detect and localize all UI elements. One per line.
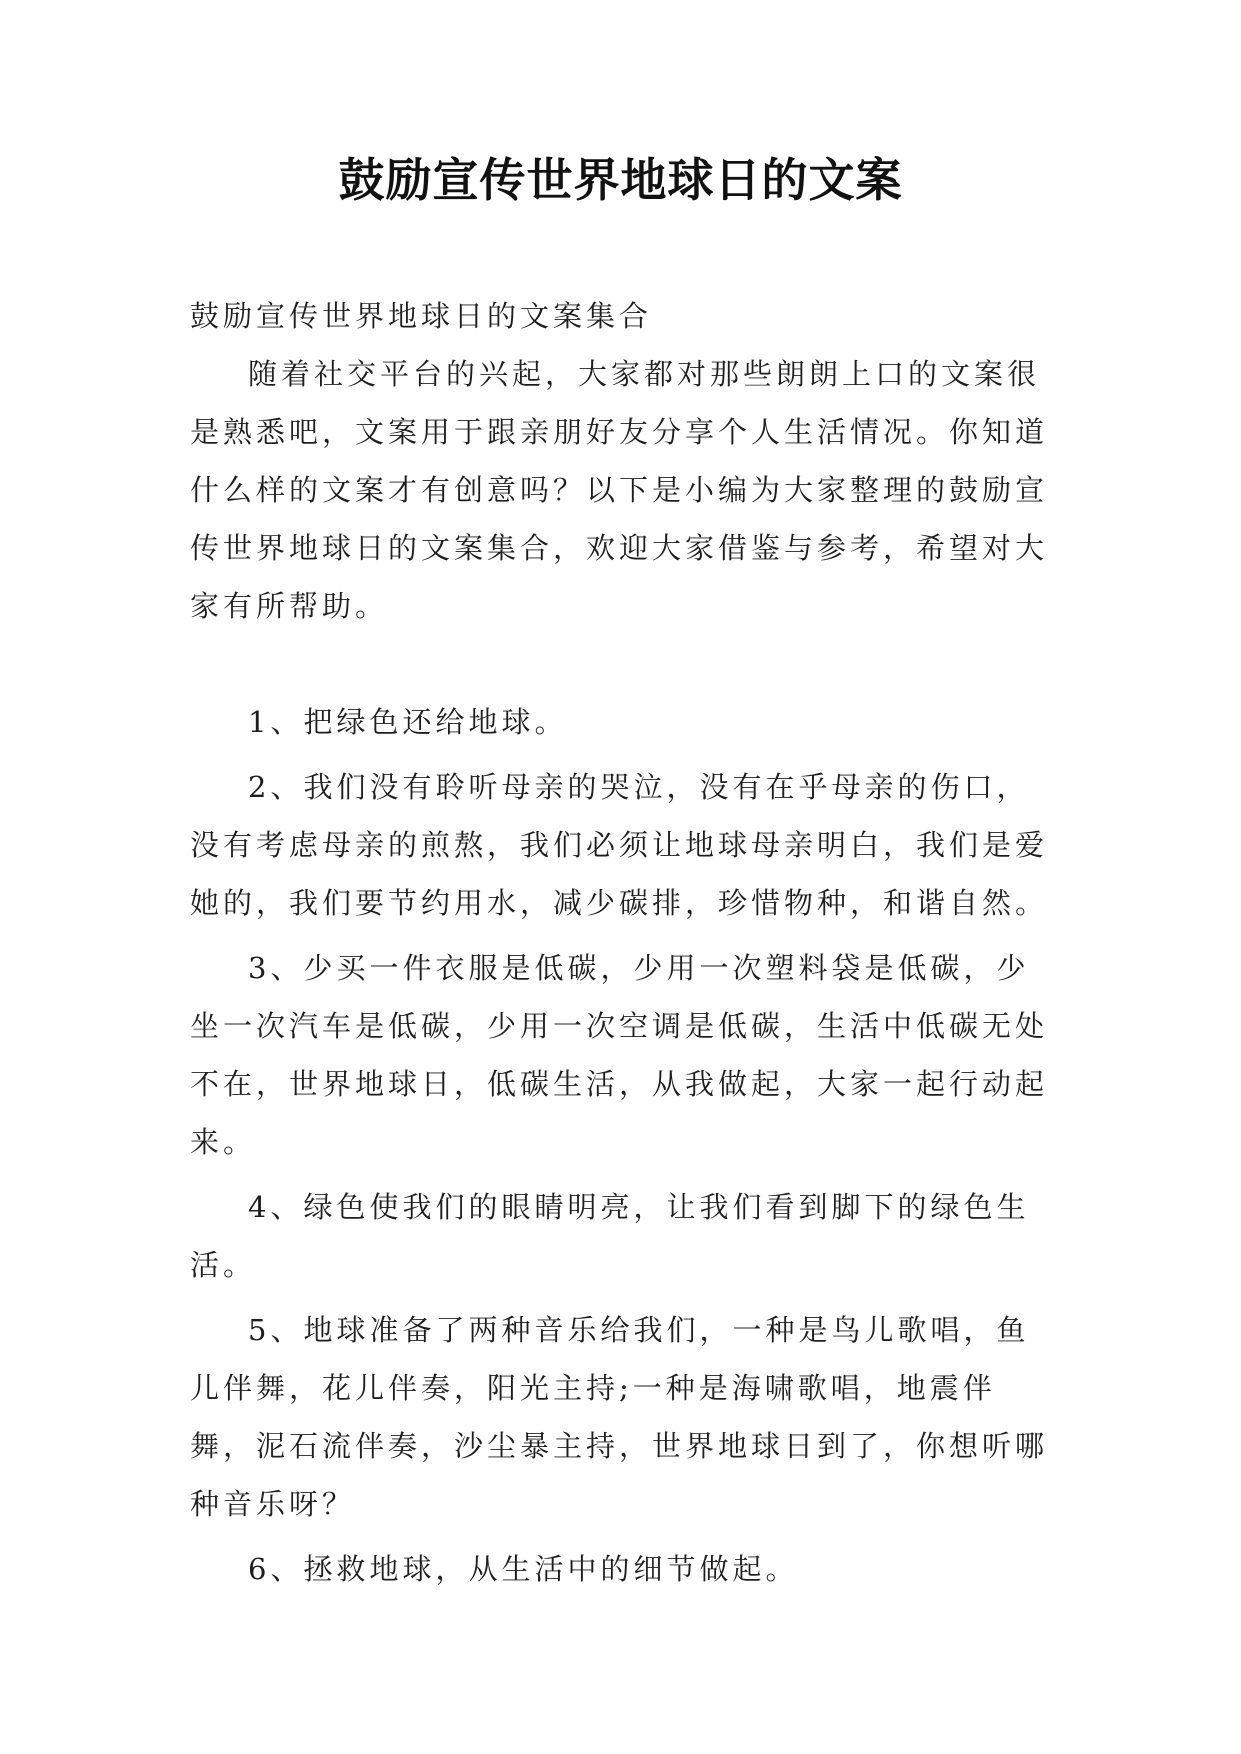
paragraph-spacer (190, 635, 1060, 693)
document-title: 鼓励宣传世界地球日的文案 (338, 153, 903, 207)
list-item: 4、绿色使我们的眼睛明亮，让我们看到脚下的绿色生活。 (190, 1190, 1030, 1282)
list-item: 1、把绿色还给地球。 (248, 705, 568, 739)
list-item: 3、少买一件衣服是低碳，少用一次塑料袋是低碳，少坐一次汽车是低碳，少用一次空调是低碳，生活中低碳无处不在，世界地球日，低碳生活，从我做起，大家一起行动起来。 (190, 951, 1049, 1159)
list-item: 2、我们没有聆听母亲的哭泣，没有在乎母亲的伤口，没有考虑母亲的煎熬，我们必须让地球母亲明白，我们是爱她的，我们要节约用水，减少碳排，珍惜物种，和谐自然。 (190, 770, 1049, 920)
document-subtitle: 鼓励宣传世界地球日的文案集合 (190, 299, 653, 333)
intro-paragraph: 随着社交平台的兴起，大家都对那些朗朗上口的文案很是熟悉吧，文案用于跟亲朋好友分享个人生活情况。你知道什么样的文案才有创意吗？以下是小编为大家整理的鼓励宣传世界地球日的文案集合，欢迎大家借鉴与参考，希望对大家有所帮助。 (190, 357, 1049, 623)
document-body (190, 287, 1060, 1605)
list-item: 6、拯救地球，从生活中的细节做起。 (248, 1552, 799, 1586)
list-item: 5、地球准备了两种音乐给我们，一种是鸟儿歌唱，鱼儿伴舞，花儿伴奏，阳光主持;一种是海啸歌唱，地震伴舞，泥石流伴奏，沙尘暴主持，世界地球日到了，你想听哪种音乐呀？ (190, 1313, 1049, 1521)
